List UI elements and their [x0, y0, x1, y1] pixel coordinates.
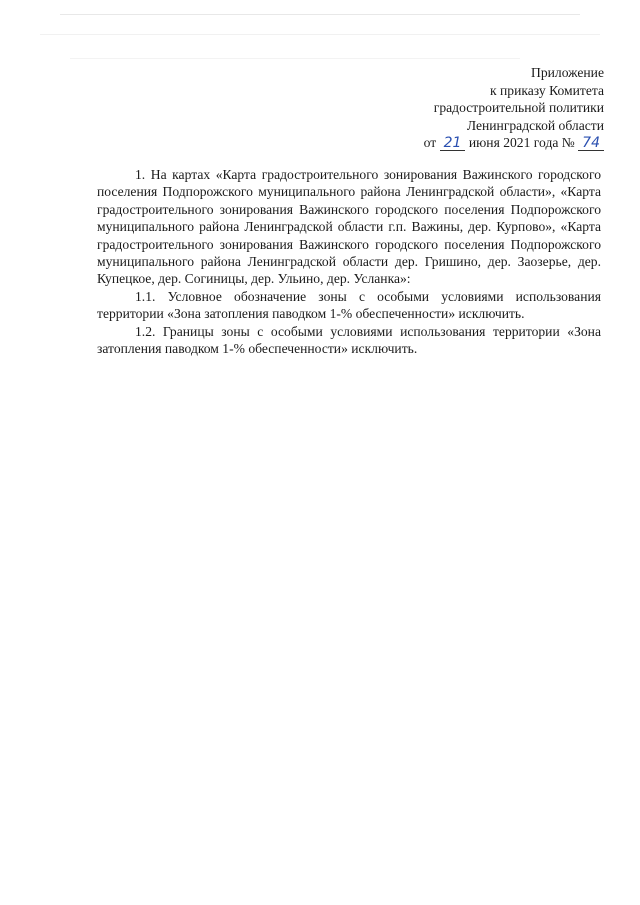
scan-artifact-line: [40, 34, 600, 35]
appendix-header: [344, 64, 604, 152]
order-date-line: [344, 134, 604, 152]
handwritten-day: 21: [440, 136, 466, 151]
region-name: Ленинградской области: [466, 117, 604, 133]
document-body: [97, 166, 601, 357]
committee-name: градостроительной политики: [433, 100, 604, 115]
scan-artifact-line: [70, 58, 520, 59]
paragraph-1-1: 1.1. Условное обозначение зоны с особыми условиями использования территории «Зона затопления паводком 1-% обеспеченности» исключить.: [97, 288, 601, 322]
handwritten-order-number: 74: [578, 136, 604, 151]
scan-artifact-line: [60, 14, 580, 15]
appendix-title: Приложение: [531, 65, 604, 80]
paragraph-1-2: 1.2. Границы зоны с особыми условиями использования территории «Зона затопления паводком 1-% обеспеченности» исключить.: [97, 323, 601, 357]
date-prefix: от: [423, 135, 437, 150]
order-reference: к приказу Комитета: [490, 82, 604, 98]
date-middle: июня 2021 года №: [468, 135, 575, 150]
paragraph-1: 1. На картах «Карта градостроительного зонирования Важинского городского поселения Подпорожского муниципального района Ленинградской области», «Карта градостроительного зонирования Важинского городского поселения Подпорожского муниципального района Ленинградской области г.п. Важины, дер. Курпово», «Карта градостроительного зонирования Важинского городского поселения Подпорожского муниципального района Ленинградской области дер. Гришино, дер. Заозерье, дер. Купецкое, дер. Согиницы, дер. Ульино, дер. Усланка»:: [97, 167, 601, 287]
